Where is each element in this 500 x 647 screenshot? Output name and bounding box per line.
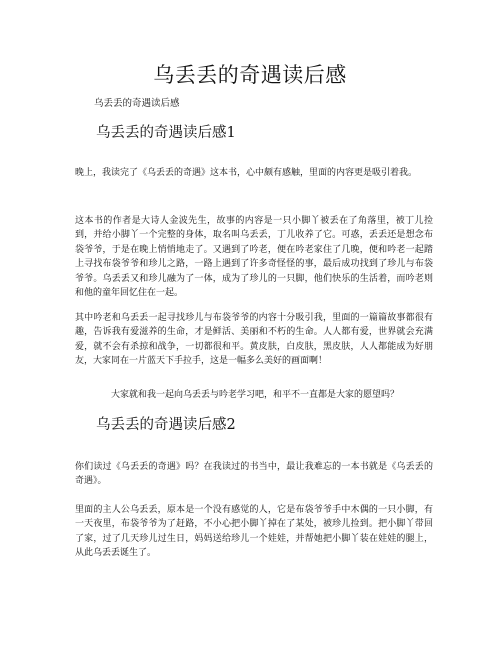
paragraph-2-1: 你们读过《乌丢丢的奇遇》吗？在我读过的书当中，最让我难忘的一本书就是《乌丢丢的奇遇》。 <box>75 462 433 487</box>
paragraph-1-3: 其中吟老和乌丢丢一起寻找珍儿与布袋爷爷的内容十分吸引我，里面的一篇篇故事都很有趣，告诉我有爱滋养的生命，才是鲜活、美丽和不朽的生命。人人都有爱，世界就会充满爱，就不会有杀掠和战争，一切都很和平。黄皮肤，白皮肤，黑皮肤，人人都能成为好朋友，大家同在一片蓝天下手拉手，这是一幅多么美好的画面啊！ <box>75 313 433 367</box>
section-heading-2: 乌丢丢的奇遇读后感2 <box>96 417 236 433</box>
section-heading-1: 乌丢丢的奇遇读后感1 <box>96 125 236 141</box>
paragraph-1-1: 晚上，我读完了《乌丢丢的奇遇》这本书，心中颇有感触，里面的内容更是吸引着我。 <box>75 168 418 178</box>
paragraph-1-4: 大家就和我一起向乌丢丢与吟老学习吧，和平不一直都是大家的愿望吗？ <box>111 390 400 400</box>
document-subtitle: 乌丢丢的奇遇读后感 <box>94 98 180 109</box>
paragraph-2-2: 里面的主人公乌丢丢，原本是一个没有感觉的人，它是布袋爷爷手中木偶的一只小脚，有一天夜里，布袋爷爷为了赶路，不小心把小脚丫掉在了某处，被珍儿捡到。把小脚丫带回了家，过了几天珍儿过生日，妈妈送给珍儿一个娃娃，并帮她把小脚丫装在娃娃的腿上，从此乌丢丢诞生了。 <box>75 505 433 559</box>
document-title: 乌丢丢的奇遇读后感 <box>153 63 347 87</box>
paragraph-1-2: 这本书的作者是大诗人金波先生，故事的内容是一只小脚丫被丢在了角落里，被丁儿捡到，并给小脚丫一个完整的身体，取名叫乌丢丢，丁儿收养了它。可惑，丢丢还是想念布袋爷爷，于是在晚上悄悄地走了。又遇到了吟老，便在吟老家住了几晚，便和吟老一起踏上寻找布袋爷爷和珍儿之路，一路上遇到了许多奇怪怪的事，最后成功找到了珍儿与布袋爷爷。乌丢丢又和珍儿融为了一体，成为了珍儿的一只脚，他们快乐的生活着，而吟老则和他的童年回忆住在一起。 <box>75 216 433 299</box>
